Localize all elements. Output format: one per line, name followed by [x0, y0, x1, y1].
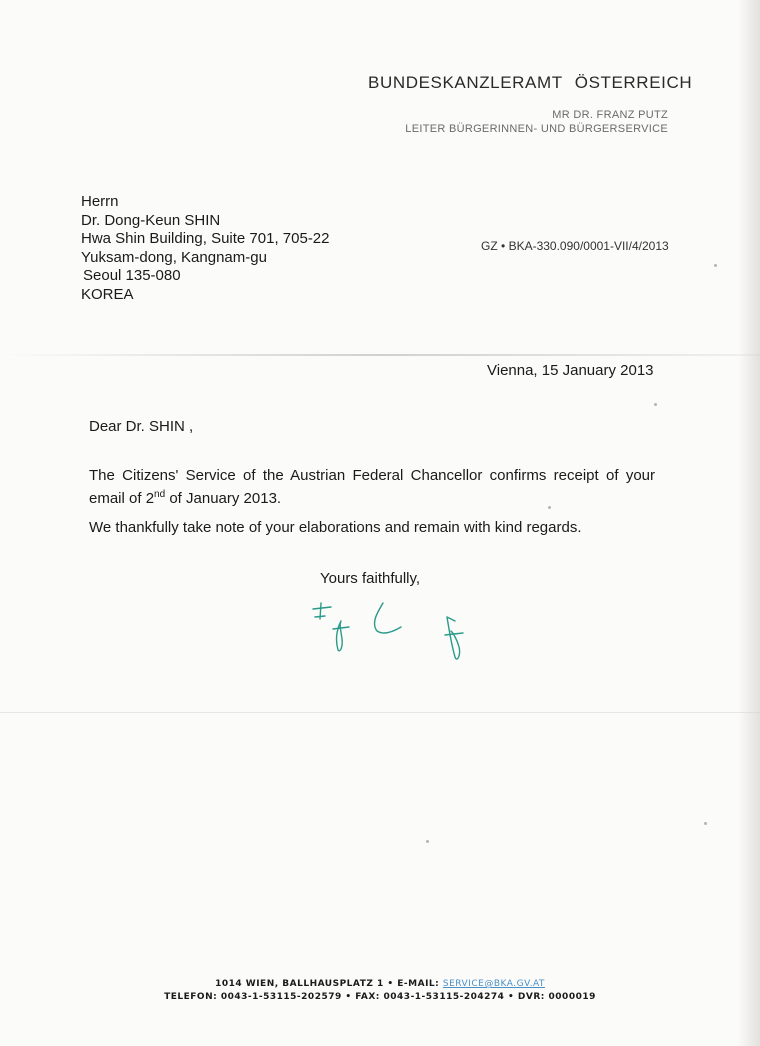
sender-title: LEITER BÜRGERINNEN- UND BÜRGERSERVICE	[405, 123, 668, 135]
handwritten-signature	[305, 595, 475, 675]
paper-speck	[654, 403, 657, 406]
paper-speck	[704, 822, 707, 825]
address-line: Seoul 135-080	[83, 267, 181, 284]
paper-speck	[714, 264, 717, 267]
sender-block	[405, 108, 668, 136]
letterhead-right: ÖSTERREICH	[574, 72, 693, 92]
recipient-address	[81, 193, 330, 304]
salutation: Dear Dr. SHIN ,	[89, 418, 194, 435]
page-edge-shadow	[738, 0, 760, 1046]
ordinal-suffix: nd	[154, 489, 166, 500]
body-paragraph-1	[89, 466, 655, 508]
letter-date: Vienna, 15 January 2013	[487, 362, 654, 379]
reference-number	[481, 239, 669, 253]
address-line: KOREA	[81, 285, 134, 303]
body-text: The Citizens' Service of the Austrian Federal Chancellor confirms receipt of your email of 2	[89, 467, 655, 507]
paper-speck	[426, 840, 429, 843]
fold-line	[0, 354, 760, 356]
sender-name: MR DR. FRANZ PUTZ	[552, 109, 668, 121]
closing: Yours faithfully,	[320, 570, 421, 587]
address-line: Dr. Dong-Keun SHIN	[81, 211, 221, 229]
bullet-icon: •	[501, 239, 509, 253]
footer-line-2: TELEFON: 0043-1-53115-202579 • FAX: 0043-1-53115-204274 • DVR: 0000019	[164, 992, 596, 1002]
address-line: Herrn	[81, 193, 119, 210]
email-link[interactable]: SERVICE@BKA.GV.AT	[442, 979, 545, 989]
paper-speck	[548, 506, 551, 509]
letterhead-left: BUNDESKANZLERAMT	[368, 72, 563, 92]
address-line: Yuksam-dong, Kangnam-gu	[81, 248, 267, 266]
footer-line-1	[0, 978, 760, 991]
reference-value: BKA-330.090/0001-VII/4/2013	[508, 239, 669, 253]
reference-prefix: GZ	[481, 239, 498, 253]
footer-contact	[0, 978, 760, 1004]
address-line: Hwa Shin Building, Suite 701, 705-22	[81, 230, 330, 247]
fold-line-lower	[0, 712, 760, 713]
body-paragraph-2: We thankfully take note of your elaborations and remain with kind regards.	[89, 519, 582, 536]
body-text-end: of January 2013.	[165, 490, 282, 507]
footer-address: 1014 WIEN, BALLHAUSPLATZ 1 • E-MAIL:	[215, 979, 443, 989]
letterhead	[368, 72, 693, 93]
